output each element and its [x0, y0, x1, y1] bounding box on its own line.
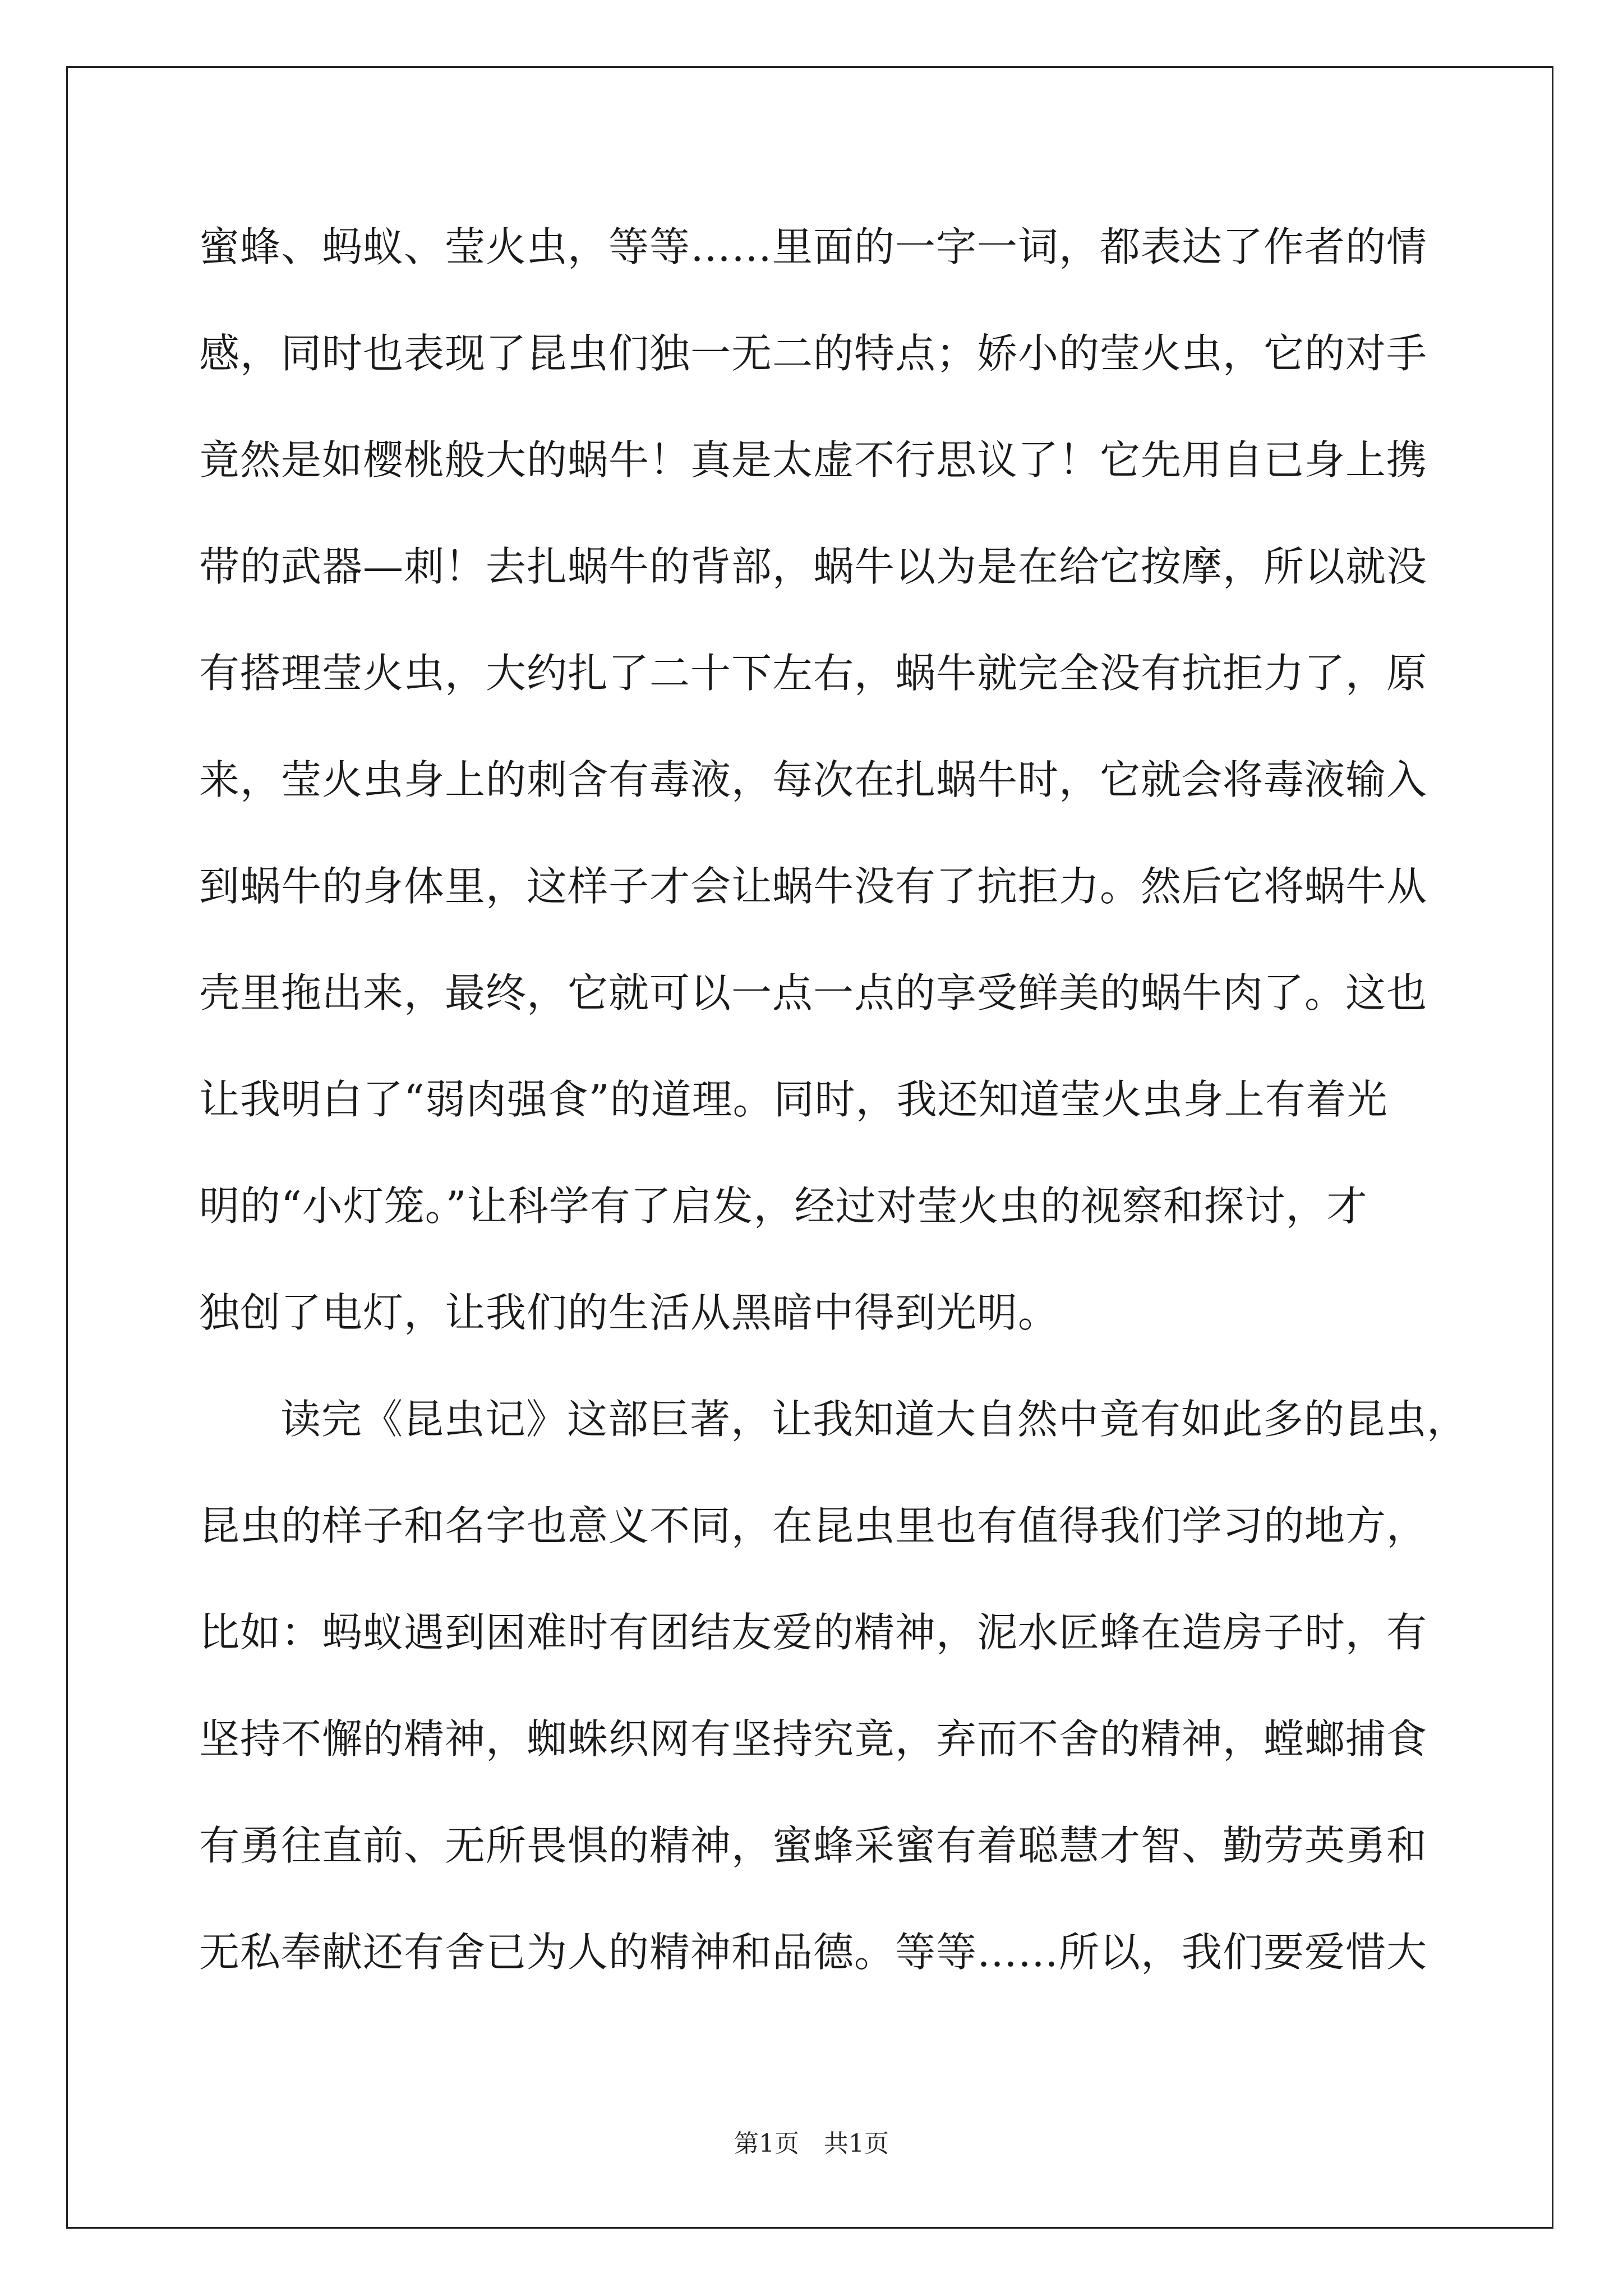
paragraph-start-line: 读完《昆虫记》这部巨著，让我知道大自然中竟有如此多的昆虫，	[280, 1396, 1468, 1443]
text-line: 感，同时也表现了昆虫们独一无二的特点；娇小的莹火虫，它的对手	[199, 330, 1428, 377]
page-number-footer: 第1页 共1页	[734, 2129, 889, 2158]
text-line: 到蜗牛的身体里，这样子才会让蜗牛没有了抗拒力。然后它将蜗牛从	[199, 863, 1428, 910]
text-line: 来，莹火虫身上的刺含有毒液，每次在扎蜗牛时，它就会将毒液输入	[199, 756, 1428, 803]
text-line: 有搭理莹火虫，大约扎了二十下左右，蜗牛就完全没有抗拒力了，原	[199, 650, 1428, 697]
text-line: 带的武器—刺！去扎蜗牛的背部，蜗牛以为是在给它按摩，所以就没	[199, 543, 1428, 590]
text-line: 坚持不懈的精神，蜘蛛织网有坚持究竟，弃而不舍的精神，螳螂捕食	[199, 1715, 1428, 1763]
text-line: 独创了电灯，让我们的生活从黑暗中得到光明。	[199, 1289, 1059, 1336]
text-line: 有勇往直前、无所畏惧的精神，蜜蜂采蜜有着聪慧才智、勤劳英勇和	[199, 1822, 1428, 1869]
text-line: 无私奉献还有舍已为人的精神和品德。等等……所以，我们要爱惜大	[199, 1929, 1428, 1976]
page-border	[66, 66, 1553, 2229]
text-line: 蜜蜂、蚂蚁、莹火虫，等等……里面的一字一词，都表达了作者的情	[199, 223, 1428, 270]
text-line: 比如：蚂蚁遇到困难时有团结友爱的精神，泥水匠蜂在造房子时，有	[199, 1609, 1428, 1656]
text-line: 壳里拖出来，最终，它就可以一点一点的享受鲜美的蜗牛肉了。这也	[199, 969, 1428, 1016]
text-line: 让我明白了“弱肉强食”的道理。同时，我还知道莹火虫身上有着光	[199, 1076, 1388, 1123]
text-line: 竟然是如樱桃般大的蜗牛！真是太虚不行思议了！它先用自已身上携	[199, 436, 1428, 484]
text-line: 明的“小灯笼。”让科学有了启发，经过对莹火虫的视察和探讨，才	[199, 1182, 1368, 1230]
text-line: 昆虫的样子和名字也意义不同，在昆虫里也有值得我们学习的地方，	[199, 1502, 1428, 1549]
